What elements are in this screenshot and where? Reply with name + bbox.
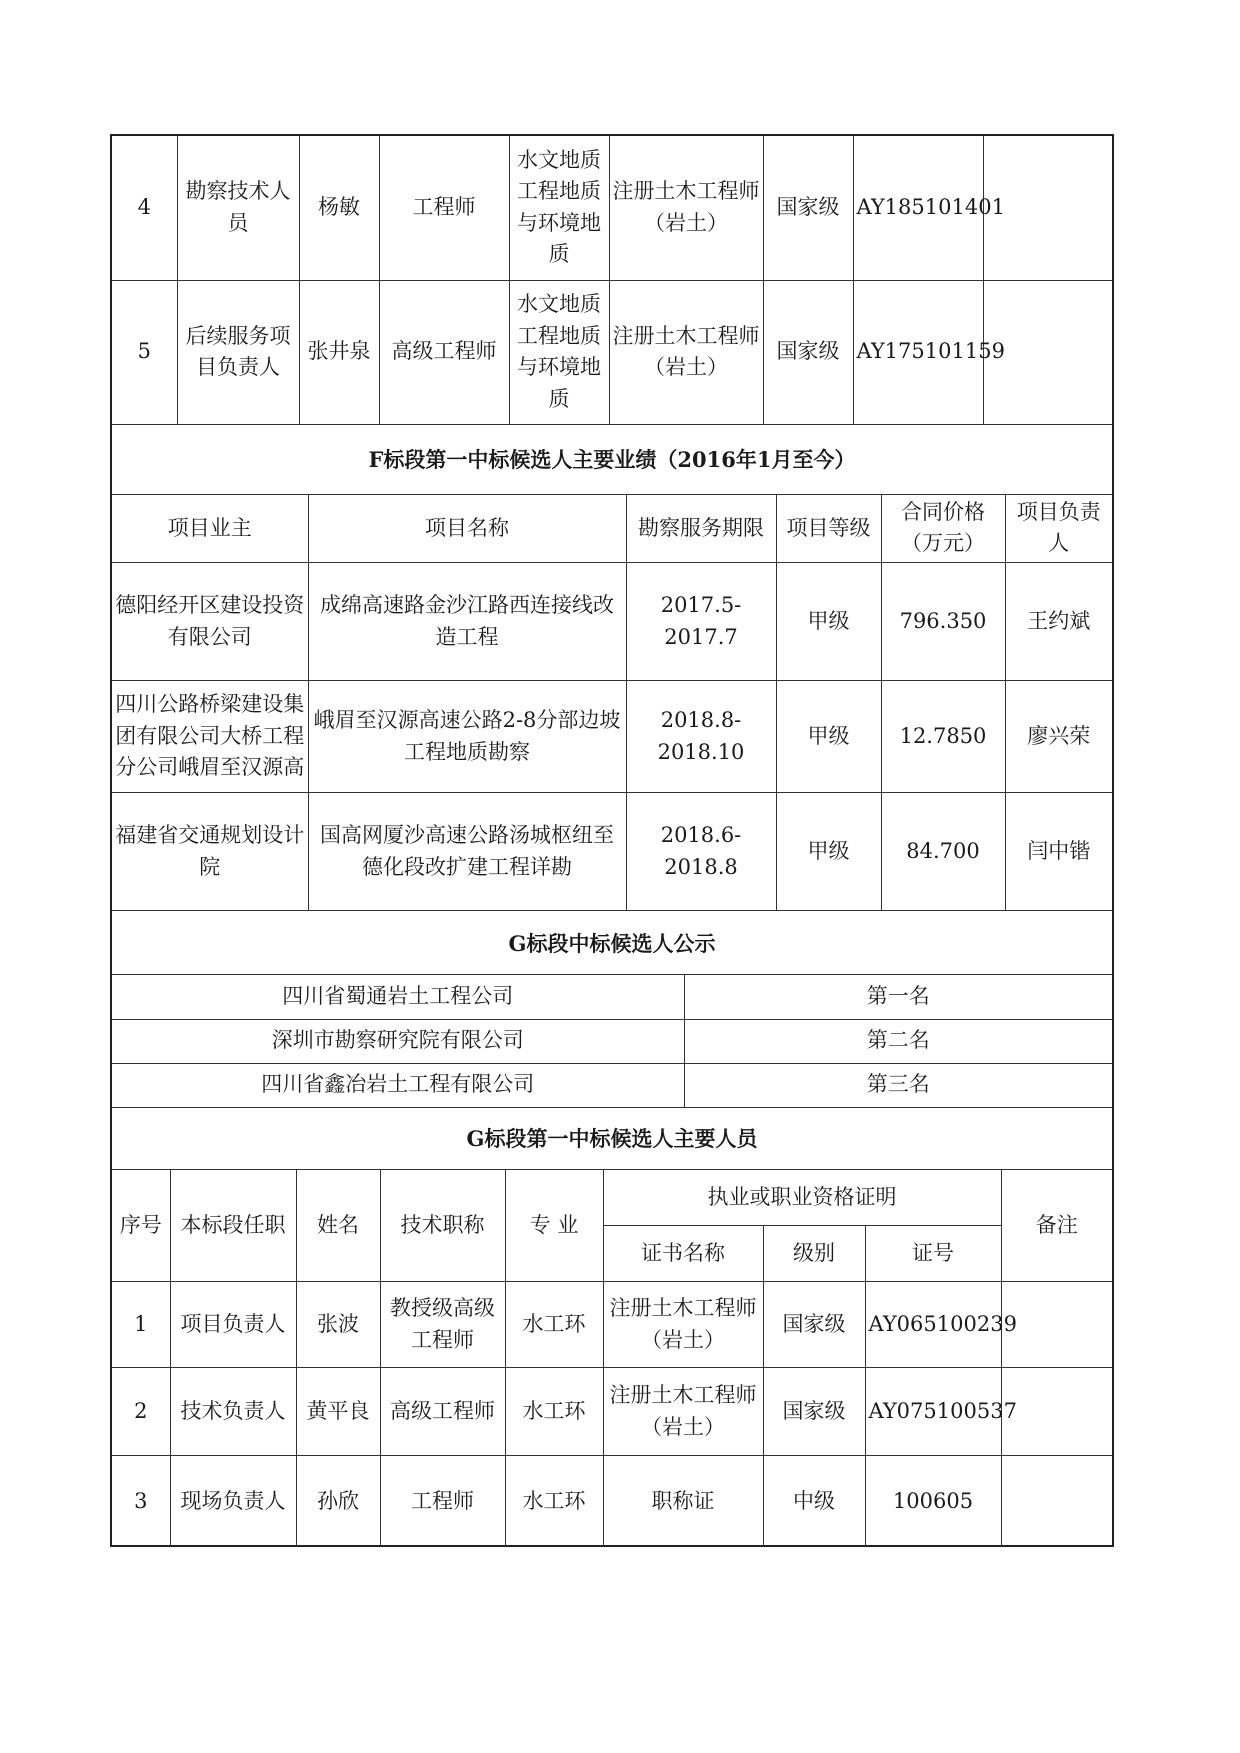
- e-staff-table: [112, 136, 1112, 425]
- table-row: [112, 681, 1112, 793]
- row-role: 技术负责人: [170, 1368, 296, 1456]
- candidate-rank: 第一名: [684, 975, 1112, 1019]
- row-leader: 廖兴荣: [1005, 681, 1112, 793]
- row-major: 水工环: [505, 1368, 603, 1456]
- header-major: 专 业: [505, 1170, 603, 1282]
- header-role: 本标段任职: [170, 1170, 296, 1282]
- row-owner: 四川公路桥梁建设集团有限公司大桥工程分公司峨眉至汉源高: [112, 681, 308, 793]
- row-level: 国家级: [763, 1368, 865, 1456]
- table-row: [112, 1368, 1112, 1456]
- row-title: 高级工程师: [380, 1368, 505, 1456]
- row-major: 水文地质工程地质与环境地质: [509, 136, 609, 280]
- header-grade: 项目等级: [776, 495, 881, 563]
- f-performance-title: F标段第一中标候选人主要业绩（2016年1月至今）: [112, 425, 1112, 495]
- g-staff-title: G标段第一中标候选人主要人员: [112, 1108, 1112, 1170]
- row-grade: 甲级: [776, 563, 881, 681]
- row-cert-name: 注册土木工程师（岩土）: [603, 1368, 763, 1456]
- row-level: 国家级: [763, 280, 853, 424]
- row-cert-name: 注册土木工程师（岩土）: [609, 280, 763, 424]
- row-major: 水工环: [505, 1456, 603, 1547]
- table-header-row: [112, 1170, 1112, 1226]
- header-cert-no: 证号: [865, 1226, 1001, 1282]
- row-level: 国家级: [763, 1282, 865, 1368]
- table-header-row: [112, 495, 1112, 563]
- header-remark: 备注: [1001, 1170, 1112, 1282]
- header-cert-group: 执业或职业资格证明: [603, 1170, 1001, 1226]
- row-owner: 福建省交通规划设计院: [112, 793, 308, 911]
- row-no: 1: [112, 1282, 170, 1368]
- row-grade: 甲级: [776, 793, 881, 911]
- table-row: [112, 1063, 1112, 1107]
- g-candidates-table: [112, 975, 1112, 1108]
- table-row: [112, 563, 1112, 681]
- g-staff-table: [112, 1170, 1112, 1547]
- candidate-company: 深圳市勘察研究院有限公司: [112, 1019, 684, 1063]
- row-project: 成绵高速路金沙江路西连接线改造工程: [308, 563, 626, 681]
- candidate-rank: 第三名: [684, 1063, 1112, 1107]
- row-title: 工程师: [380, 1456, 505, 1547]
- row-project: 国高网厦沙高速公路汤城枢纽至德化段改扩建工程详勘: [308, 793, 626, 911]
- row-role: 现场负责人: [170, 1456, 296, 1547]
- row-major: 水文地质工程地质与环境地质: [509, 280, 609, 424]
- header-cert-name: 证书名称: [603, 1226, 763, 1282]
- table-row: [112, 975, 1112, 1019]
- row-leader: 闫中锴: [1005, 793, 1112, 911]
- header-period: 勘察服务期限: [626, 495, 776, 563]
- row-name: 张井泉: [299, 280, 379, 424]
- row-no: 2: [112, 1368, 170, 1456]
- row-role: 勘察技术人员: [177, 136, 299, 280]
- row-level: 国家级: [763, 136, 853, 280]
- f-performance-table: [112, 495, 1112, 912]
- header-name: 姓名: [296, 1170, 380, 1282]
- row-remark: [1001, 1456, 1112, 1547]
- row-cert-name: 注册土木工程师（岩土）: [603, 1282, 763, 1368]
- row-name: 孙欣: [296, 1456, 380, 1547]
- table-row: [112, 1456, 1112, 1547]
- table-row: [112, 136, 1112, 280]
- header-price: 合同价格（万元）: [881, 495, 1005, 563]
- row-price: 84.700: [881, 793, 1005, 911]
- row-name: 杨敏: [299, 136, 379, 280]
- row-price: 796.350: [881, 563, 1005, 681]
- candidate-company: 四川省鑫冶岩土工程有限公司: [112, 1063, 684, 1107]
- row-remark: [1001, 1368, 1112, 1456]
- header-owner: 项目业主: [112, 495, 308, 563]
- row-role: 后续服务项目负责人: [177, 280, 299, 424]
- row-no: 3: [112, 1456, 170, 1547]
- row-cert-no: 100605: [865, 1456, 1001, 1547]
- row-leader: 王约斌: [1005, 563, 1112, 681]
- row-name: 张波: [296, 1282, 380, 1368]
- header-title: 技术职称: [380, 1170, 505, 1282]
- header-project: 项目名称: [308, 495, 626, 563]
- candidate-company: 四川省蜀通岩土工程公司: [112, 975, 684, 1019]
- row-cert-no: AY075100537: [865, 1368, 1001, 1456]
- header-no: 序号: [112, 1170, 170, 1282]
- row-no: 4: [112, 136, 177, 280]
- header-level: 级别: [763, 1226, 865, 1282]
- header-leader: 项目负责人: [1005, 495, 1112, 563]
- row-remark: [1001, 1282, 1112, 1368]
- g-candidates-title: G标段中标候选人公示: [112, 911, 1112, 975]
- table-row: [112, 1282, 1112, 1368]
- row-cert-name: 注册土木工程师（岩土）: [609, 136, 763, 280]
- row-price: 12.7850: [881, 681, 1005, 793]
- row-period: 2017.5-2017.7: [626, 563, 776, 681]
- row-role: 项目负责人: [170, 1282, 296, 1368]
- row-title: 教授级高级工程师: [380, 1282, 505, 1368]
- table-row: [112, 1019, 1112, 1063]
- row-cert-no: AY175101159: [853, 280, 983, 424]
- row-period: 2018.6-2018.8: [626, 793, 776, 911]
- row-major: 水工环: [505, 1282, 603, 1368]
- row-no: 5: [112, 280, 177, 424]
- row-grade: 甲级: [776, 681, 881, 793]
- table-frame: [110, 134, 1114, 1547]
- row-name: 黄平良: [296, 1368, 380, 1456]
- row-project: 峨眉至汉源高速公路2-8分部边坡工程地质勘察: [308, 681, 626, 793]
- row-cert-no: AY065100239: [865, 1282, 1001, 1368]
- row-owner: 德阳经开区建设投资有限公司: [112, 563, 308, 681]
- row-cert-no: AY185101401: [853, 136, 983, 280]
- row-level: 中级: [763, 1456, 865, 1547]
- row-period: 2018.8-2018.10: [626, 681, 776, 793]
- row-cert-name: 职称证: [603, 1456, 763, 1547]
- row-title: 高级工程师: [379, 280, 509, 424]
- candidate-rank: 第二名: [684, 1019, 1112, 1063]
- table-row: [112, 280, 1112, 424]
- row-title: 工程师: [379, 136, 509, 280]
- table-row: [112, 793, 1112, 911]
